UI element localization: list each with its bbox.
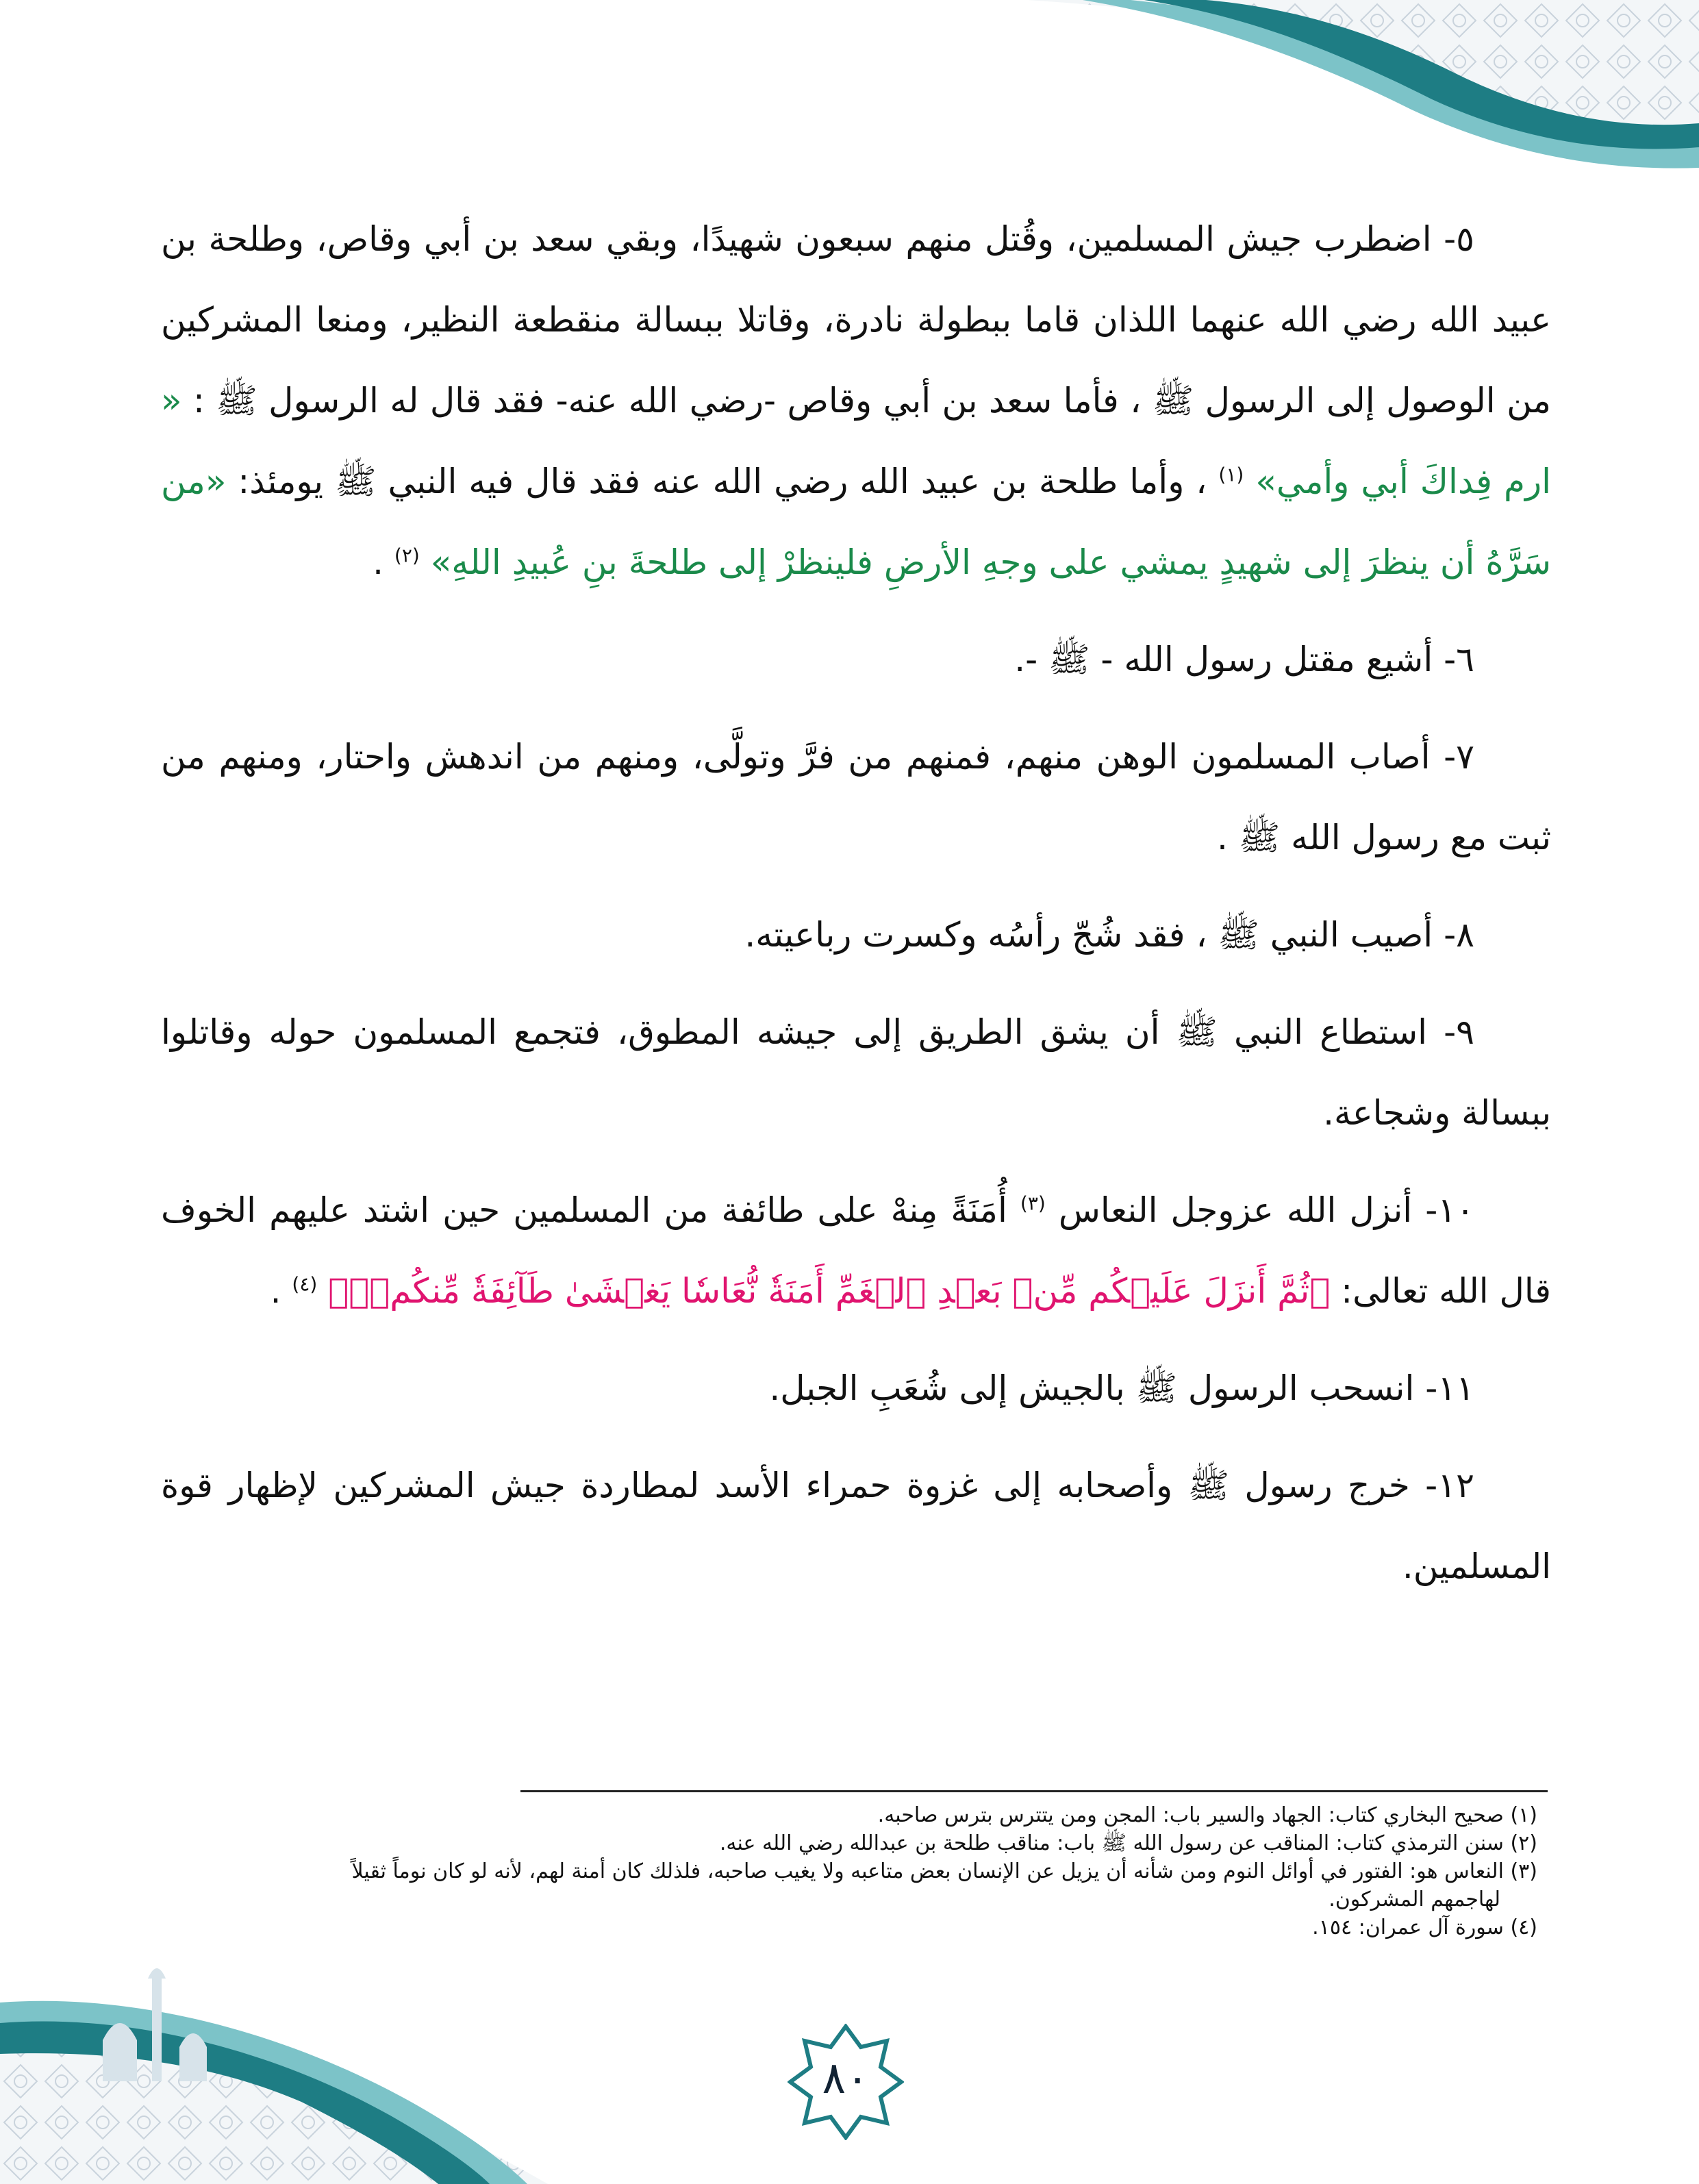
- list-item-8: [161, 894, 1551, 975]
- text-span: (٢) سنن الترمذي كتاب: المناقب عن رسول الله: [1133, 1831, 1537, 1855]
- footnote-4: (٤) سورة آل عمران: ١٥٤.: [1312, 1916, 1537, 1940]
- text-span: .: [270, 1271, 281, 1311]
- footnote-3: (٣) النعاس هو: الفتور في أوائل النوم ومن شأنه أن يزيل عن الإنسان بعض متاعبه ولا يغيب صاحبه، فلذلك كان أمنة لهم، لأنه لو كان نوماً ثقيلاً: [351, 1859, 1537, 1883]
- salawat-glyph: ﷺ: [1238, 818, 1281, 857]
- text-span: ، فقد شُجّ رأسُه وكسرت رباعيته.: [744, 915, 1207, 955]
- text-span: باب: مناقب طلحة بن عبدالله رضي الله عنه.: [719, 1831, 1096, 1855]
- footnote-ref[interactable]: (٢): [394, 544, 420, 567]
- list-item-11: [161, 1348, 1551, 1429]
- list-item-9: [161, 992, 1551, 1153]
- text-span: :: [181, 381, 205, 421]
- body-text: [161, 199, 1551, 1623]
- footnote-ref[interactable]: (٣): [1020, 1192, 1046, 1215]
- footnote-ref[interactable]: (١): [1218, 463, 1244, 486]
- list-item-10: [161, 1170, 1551, 1331]
- list-item-7: [161, 716, 1551, 878]
- salawat-glyph: ﷺ: [1176, 1012, 1218, 1052]
- text-span: أن يشق الطريق إلى جيشه المطوق، فتجمع المسلمون حوله وقاتلوا ببسالة وشجاعة.: [161, 1012, 1551, 1133]
- text-span: ٧- أصاب المسلمون الوهن منهم، فمنهم من فرَّ وتولَّى، ومنهم من اندهش واحتار، ومنهم من ثبت مع رسول الله: [161, 737, 1551, 857]
- text-span: ، فأما سعد بن أبي وقاص -رضي الله عنه- فقد قال له الرسول: [268, 381, 1142, 421]
- text-span: ٥- اضطرب جيش المسلمين، وقُتل منهم سبعون شهيدًا، وبقي سعد بن أبي وقاص، وطلحة بن عبيد الله رضي الله عنهما اللذان قاما ببطولة نادرة، وقاتلا ببسالة منقطعة النظير، ومنعا المشركين من الوصول إلى الرسول: [161, 219, 1551, 421]
- list-item-6: [161, 619, 1551, 700]
- text-span: ٩- استطاع النبي: [1234, 1012, 1474, 1052]
- text-span: ١٢- خرج رسول: [1244, 1466, 1474, 1505]
- salawat-glyph: ﷺ: [216, 381, 257, 421]
- hadith-quote: « ارم فِداكَ أبي وأمي»: [161, 381, 1551, 501]
- list-item-12: [161, 1445, 1551, 1607]
- text-span: ٦- أشيع مقتل رسول الله -: [1100, 640, 1474, 679]
- footnote-1: (١) صحيح البخاري كتاب: الجهاد والسير باب: المجن ومن يتترس بترس صاحبه.: [877, 1803, 1537, 1827]
- text-span: أُمَنَةً مِنهْ على طائفة من المسلمين حين اشتد عليهم الخوف قال الله تعالى:: [161, 1190, 1551, 1311]
- page-number: ٨٠: [822, 2053, 870, 2104]
- footnote-ref[interactable]: (٤): [292, 1272, 318, 1296]
- salawat-glyph: ﷺ: [1218, 915, 1259, 955]
- quran-verse: ﴿ثُمَّ أَنزَلَ عَلَيۡكُم مِّنۢ بَعۡدِ ٱلۡغَمِّ أَمَنَةٗ نُّعَاسٗا يَغۡشَىٰ طَآئِفَةٗ مِّنكُمۡۖ﴾: [328, 1271, 1331, 1311]
- text-span: بالجيش إلى شُعَبِ الجبل.: [769, 1368, 1125, 1408]
- hadith-quote: «من سَرَّهُ أن ينظرَ إلى شهيدٍ يمشي على وجهِ الأرضِ فلينظرْ إلى طلحةَ بنِ عُبيدِ اللهِ»: [161, 462, 1551, 582]
- text-span: .: [373, 542, 383, 582]
- footnotes: [161, 1801, 1537, 1942]
- text-span: ١١- انسحب الرسول: [1187, 1368, 1474, 1408]
- footnote-3-continued: لهاجمهم المشركون.: [1329, 1887, 1500, 1911]
- text-span: -.: [1014, 640, 1038, 679]
- salawat-glyph: ﷺ: [1152, 381, 1194, 421]
- footer-ornament: [0, 1937, 685, 2184]
- header-ornament: [1028, 0, 1699, 178]
- salawat-glyph: ﷺ: [335, 462, 377, 501]
- text-span: وأصحابه إلى غزوة حمراء الأسد لمطاردة جيش المشركين لإظهار قوة المسلمين.: [161, 1466, 1551, 1586]
- salawat-glyph: ﷺ: [1187, 1466, 1229, 1505]
- text-span: ١٠- أنزل الله عزوجل النعاس: [1058, 1190, 1474, 1230]
- salawat-glyph: ﷺ: [1101, 1831, 1127, 1855]
- text-span: .: [1217, 818, 1228, 857]
- salawat-glyph: ﷺ: [1048, 640, 1090, 679]
- text-span: ٨- أصيب النبي: [1270, 915, 1474, 955]
- list-item-5: [161, 199, 1551, 603]
- footnote-2: [161, 1829, 1537, 1857]
- text-span: يومئذ:: [226, 462, 324, 501]
- salawat-glyph: ﷺ: [1135, 1368, 1177, 1408]
- footnote-divider: [520, 1790, 1548, 1792]
- text-span: ، وأما طلحة بن عبيد الله رضي الله عنه فقد قال فيه النبي: [388, 462, 1207, 501]
